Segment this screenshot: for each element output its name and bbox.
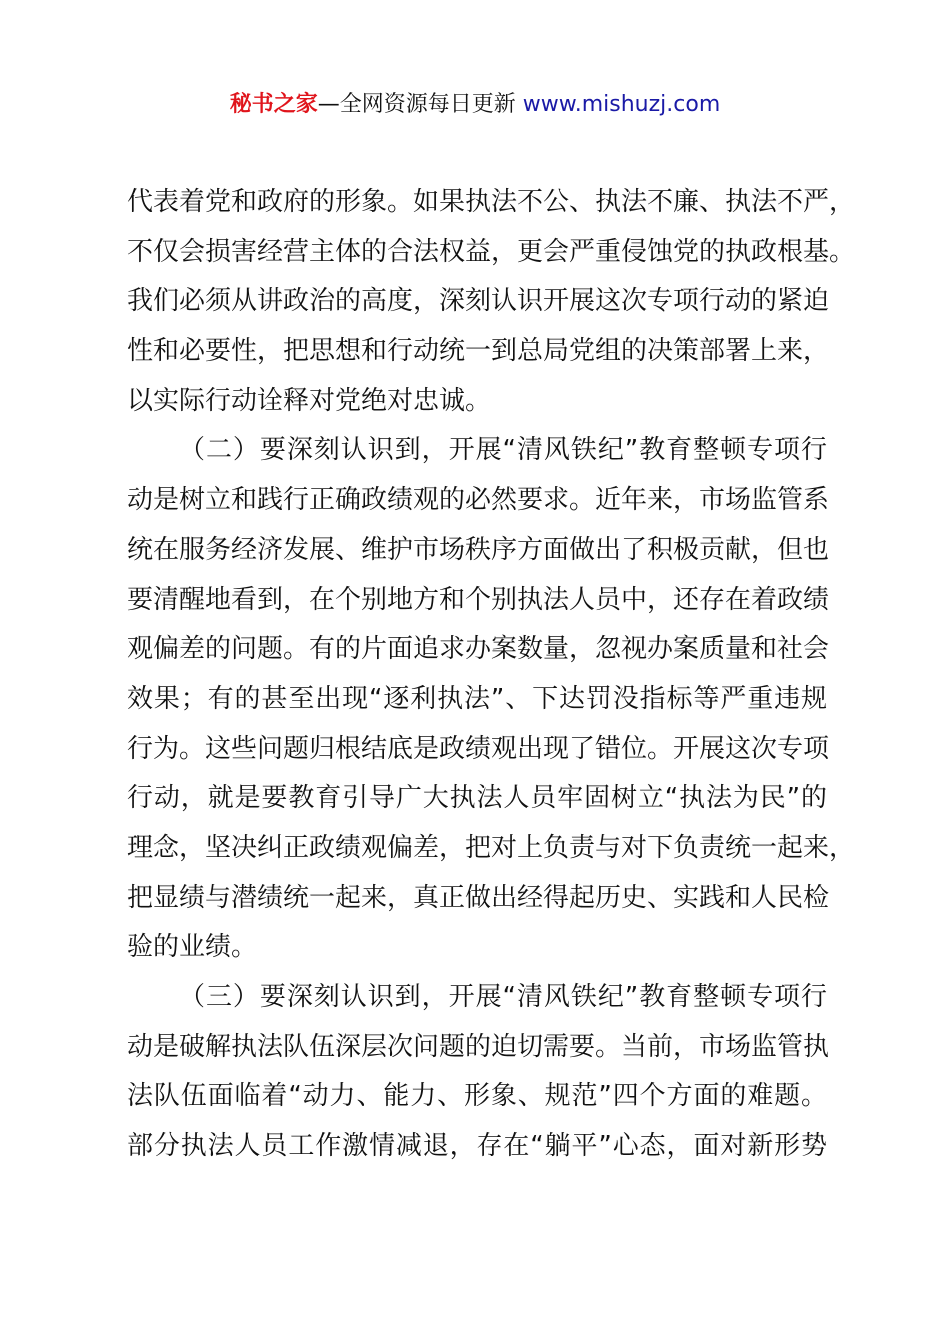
text-line: 性和必要性，把思想和行动统一到总局党组的决策部署上来，: [127, 336, 830, 367]
text-line: 统在服务经济发展、维护市场秩序方面做出了积极贡献，但也: [127, 534, 830, 565]
text-line: 我们必须从讲政治的高度，深刻认识开展这次专项行动的紧迫: [127, 286, 830, 317]
text-line: 部分执法人员工作激情减退，存在“躺平”心态，面对新形势: [127, 1131, 827, 1162]
text-line: 动是破解执法队伍深层次问题的迫切需要。当前，市场监管执: [127, 1031, 830, 1062]
text-line: 要清醒地看到，在个别地方和个别执法人员中，还存在着政绩: [127, 584, 830, 615]
text-line: 行为。这些问题归根结底是政绩观出现了错位。开展这次专项: [127, 733, 830, 764]
text-line: 法队伍面临着“动力、能力、形象、规范”四个方面的难题。: [127, 1081, 827, 1112]
text-line: 不仅会损害经营主体的合法权益，更会严重侵蚀党的执政根基。: [127, 236, 856, 267]
site-url[interactable]: www.mishuzj.com: [522, 92, 721, 117]
paragraph-heading-line: （二）要深刻认识到，开展“清风铁纪”教育整顿专项行: [179, 435, 827, 466]
text-line: 以实际行动诠释对党绝对忠诚。: [127, 385, 492, 416]
text-line: 代表着党和政府的形象。如果执法不公、执法不廉、执法不严，: [127, 187, 856, 217]
text-line: 把显绩与潜绩统一起来，真正做出经得起历史、实践和人民检: [127, 882, 830, 913]
site-brand: 秘书之家: [229, 92, 318, 117]
site-slogan: —全网资源每日更新: [317, 92, 523, 117]
paragraph-heading-line: （三）要深刻认识到，开展“清风铁纪”教育整顿专项行: [179, 982, 827, 1012]
document-body: [127, 178, 856, 1172]
site-header: [0, 88, 950, 122]
text-line: 理念，坚决纠正政绩观偏差，把对上负责与对下负责统一起来，: [127, 832, 856, 863]
text-line: 行动，就是要教育引导广大执法人员牢固树立“执法为民”的: [127, 783, 827, 814]
text-line: 效果；有的甚至出现“逐利执法”、下达罚没指标等严重违规: [127, 683, 827, 714]
text-line: 动是树立和践行正确政绩观的必然要求。近年来，市场监管系: [127, 485, 830, 516]
text-line: 观偏差的问题。有的片面追求办案数量，忽视办案质量和社会: [127, 634, 830, 665]
text-line: 验的业绩。: [127, 932, 258, 963]
